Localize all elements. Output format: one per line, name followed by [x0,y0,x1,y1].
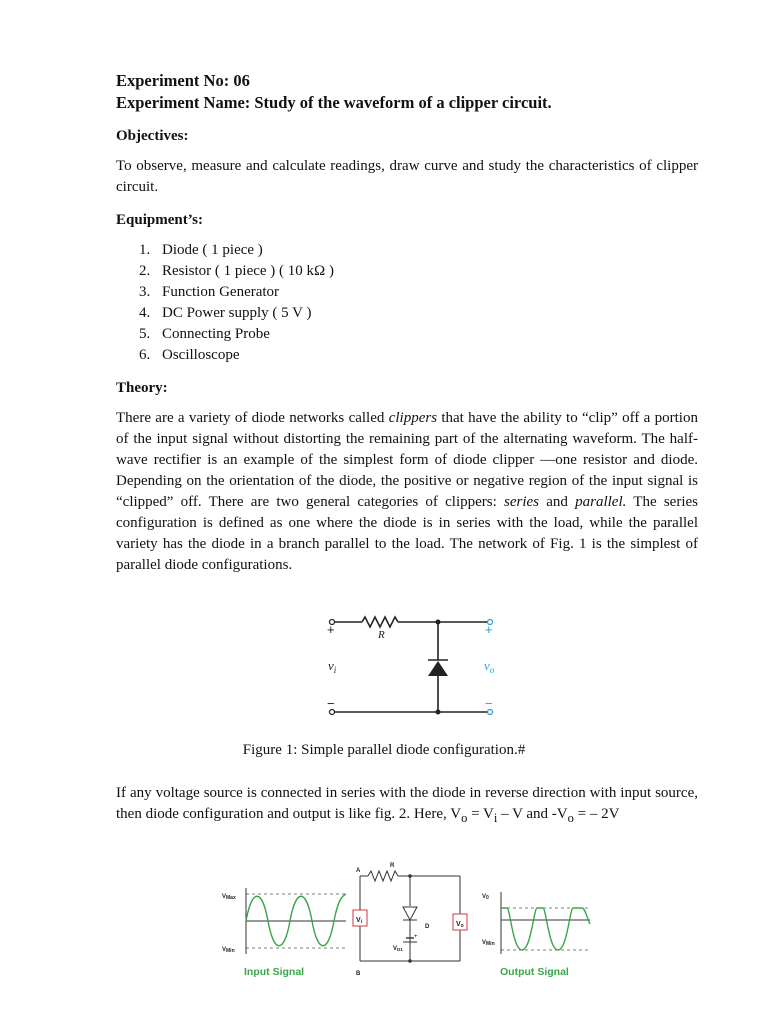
resistor-symbol [362,617,398,627]
diode-label: D [425,924,430,930]
theory-text: There are a variety of diode networks called clippers that have the ability to “clip” off a portion of the input signal without distorting the remaining part of the alternating waveform. The half-wave rectifier is an example of the simplest form of diode clipper —one resistor and diode. Depending on the orientation of the diode, the positive or negative region of the input signal is “clipped” off. There are two general categories of clippers: series and parallel. The series configuration is defined as one where the diode is in series with the load, while the parallel variety has the diode in a branch parallel to the load. The network of Fig. 1 is the simplest of parallel diode configurations. [116,410,698,573]
source-plus: + [414,934,418,940]
svg-text:vi: $v_i$ [328,658,337,675]
diode-symbol [403,907,417,920]
plus-in: + [327,622,335,637]
figure-1-circuit [318,612,508,720]
objectives-heading: Objectives: [116,128,189,144]
figure-2-clipper-diagram [220,858,600,983]
minus-out: − [485,696,493,711]
output-signal-caption: Output Signal [500,966,569,978]
list-item: 2. Resistor ( 1 piece ) ( 10 kΩ ) [139,263,334,279]
objectives-text: To observe, measure and calculate readings, draw curve and study the characteristics of clipper circuit. [116,158,698,195]
vi-label: v [328,658,334,673]
input-sine-wave [246,894,346,946]
list-item: 6. Oscilloscope [139,347,240,363]
svg-text:vo: $v_o$ [484,658,495,675]
svg-text:VMin: VMin [222,947,235,954]
svg-text:VMin: VMin [482,940,495,947]
document-body [116,70,698,576]
output-clipped-wave [501,908,590,950]
plus-out: + [485,622,493,637]
theory-heading: Theory: [116,380,168,396]
node-b-label: B [356,971,361,977]
equipment-heading: Equipment’s: [116,212,203,228]
list-item: 4. DC Power supply ( 5 V ) [139,305,312,321]
list-item: 5. Connecting Probe [139,326,270,342]
node-a-label: A [356,868,361,874]
diode-symbol [428,661,448,676]
output-signal-plot [482,892,590,978]
resistor-label: R [390,863,395,869]
output-v0-label: V [482,894,487,900]
list-item: 1. Diode ( 1 piece ) [139,242,263,258]
resistor-label: R [378,629,385,641]
svg-text:Vo: Vo [456,921,464,929]
equipment-list [116,240,698,366]
output-vmin-label: V [482,940,487,946]
experiment-number: Experiment No: 06 [116,71,250,90]
figure-1-caption: Figure 1: Simple parallel diode configuration.# [242,742,526,758]
svg-text:VD1: VD1 [393,946,403,952]
input-vmax-label: V [222,894,227,900]
paragraph-2: If any voltage source is connected in series with the diode in reverse direction with input source, then diode configuration and output is like fig. 2. Here, $V_o = V_i - V$ and $-V_o$ = – 2V [116,785,698,825]
list-item: 3. Function Generator [139,284,280,300]
input-signal-caption: Input Signal [244,966,305,978]
experiment-name: Experiment Name: Study of the waveform of a clipper circuit. [116,93,552,112]
svg-text:Vi: Vi [356,917,363,925]
vo-label: v [484,658,490,673]
svg-text:V0: V0 [482,894,489,901]
input-vmin-label: V [222,947,227,953]
source-label: V [393,946,398,952]
input-signal-plot [222,888,346,978]
svg-text:VMax: VMax [222,894,236,901]
minus-in: − [327,696,335,711]
